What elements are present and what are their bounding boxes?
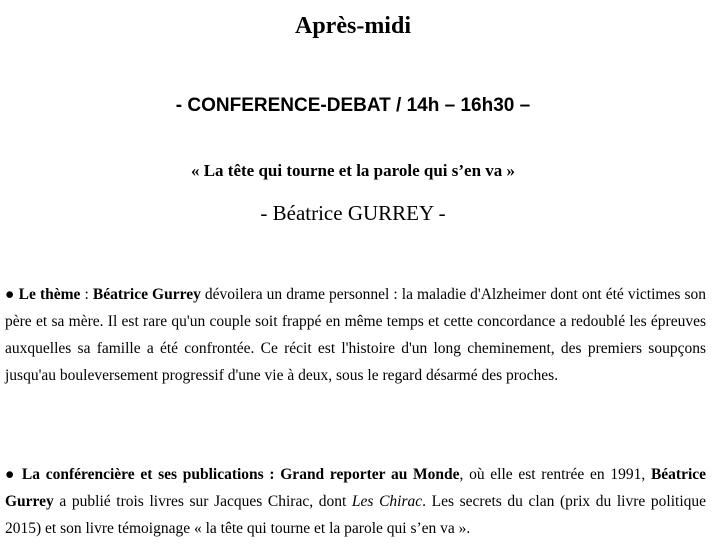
author-paragraph <box>5 461 706 542</box>
theme-paragraph <box>5 281 706 389</box>
theme-separator: : <box>80 286 93 303</box>
theme-label: Le thème <box>18 286 81 303</box>
talk-title: « La tête qui tourne et la parole qui s’en va » <box>190 161 516 180</box>
author-label: La conférencière et ses publications : Grand reporter au Monde <box>21 466 460 483</box>
bullet-icon: ● <box>5 466 17 483</box>
theme-author-name: Béatrice Gurrey <box>92 286 201 303</box>
theme-text: dévoilera un drame personnel : la maladie d'Alzheimer dont ont été victimes son père et sa mère. Il est rare qu'un couple soit frappé en même temps et cette concordance a redoublé les épreuves auxquelles sa famille a été confrontée. Ce récit est l'histoire d'un long cheminement, des premiers soupçons jusqu'au bouleversement progressif d'une vie à deux, sous le regard désarmé des proches. <box>5 286 707 384</box>
author-text-3: . Les secrets du clan (prix du livre politique 2015) et son livre témoignage « la tête qui tourne et la parole qui s’en va ». <box>5 493 706 537</box>
bullet-icon: ● <box>5 286 15 303</box>
speaker-name: - Béatrice GURREY - <box>260 201 446 225</box>
conference-heading: - CONFERENCE-DEBAT / 14h – 16h30 – <box>175 95 531 116</box>
page-title: Après-midi <box>295 13 411 39</box>
book-title: Les Chirac <box>351 493 423 510</box>
author-text-2: a publié trois livres sur Jacques Chirac, dont <box>53 493 352 510</box>
author-name: Béatrice Gurrey <box>5 466 707 510</box>
author-text-1: , où elle est rentrée en 1991, <box>459 466 651 483</box>
